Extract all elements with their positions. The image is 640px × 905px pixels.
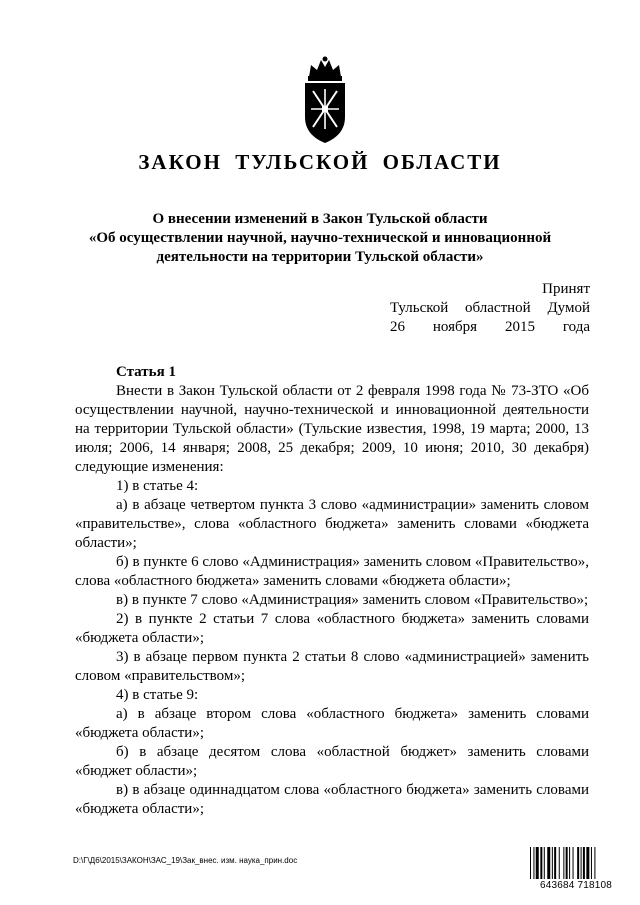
article-paragraph: Внести в Закон Тульской области от 2 февраля 1998 года № 73-ЗТО «Об осуществлении научной, научно-технической и инновационной деятельности на территории Тульской области» (Тульские известия, 1998, 19 марта; 2000, 13 июля; 2006, 14 января; 2008, 25 декабря; 2009, 10 июня; 2010, 30 декабря) следующие изменения: [75, 383, 589, 475]
adoption-date [390, 318, 590, 337]
adoption-day: 26 [390, 319, 405, 335]
article-paragraph: 3) в абзаце первом пункта 2 статьи 8 слово «администрацией» заменить словом «правительством»; [75, 649, 589, 684]
article-paragraph: б) в абзаце десятом слова «областной бюджет» заменить словами «бюджет области»; [75, 744, 589, 779]
coat-of-arms-icon [297, 55, 353, 145]
file-path: D:\Г\Д6\2015\ЗАКОН\ЗАС_19\Зак_внес. изм. наука_прин.doc [73, 856, 298, 865]
article-paragraph: а) в абзаце втором слова «областного бюджета» заменить словами «бюджета области»; [75, 706, 589, 741]
adoption-body [390, 299, 590, 318]
law-title: ЗАКОН ТУЛЬСКОЙ ОБЛАСТИ [138, 150, 502, 174]
subtitle-line: «Об осуществлении научной, научно-технической и инновационной [88, 230, 552, 246]
article-paragraph: в) в пункте 7 слово «Администрация» заменить словом «Правительство»; [116, 592, 589, 608]
adoption-year: 2015 [504, 319, 535, 335]
article-paragraph: 1) в статье 4: [116, 478, 199, 494]
barcode-icon [530, 847, 620, 879]
adoption-word: областной [465, 300, 531, 316]
adoption-block [390, 280, 590, 337]
adoption-month: ноября [432, 319, 478, 335]
adoption-word: Думой [547, 300, 590, 316]
law-subtitle [60, 210, 580, 267]
adoption-label: Принят [542, 281, 590, 297]
article-paragraph: а) в абзаце четвертом пункта 3 слово «администрации» заменить словом «правительстве», слова «областного бюджета» заменить словами «бюджета области»; [75, 497, 589, 551]
article-paragraph: 4) в статье 9: [116, 687, 199, 703]
barcode-number: 643684 718108 [539, 880, 613, 891]
article-paragraph: в) в абзаце одиннадцатом слова «областного бюджета» заменить словами «бюджета области»; [75, 782, 589, 817]
article-body [75, 382, 589, 819]
article-paragraph: б) в пункте 6 слово «Администрация» заменить словом «Правительство», слова «областного бюджета» заменить словами «бюджета области»; [75, 554, 589, 589]
adoption-word: Тульской [390, 300, 449, 316]
subtitle-line: О внесении изменений в Закон Тульской области [152, 211, 488, 227]
adoption-year-word: года [562, 319, 590, 335]
subtitle-line: деятельности на территории Тульской области» [156, 249, 484, 265]
article-paragraph: 2) в пункте 2 статьи 7 слова «областного бюджета» заменить словами «бюджета области»; [75, 611, 589, 646]
article-heading: Статья 1 [116, 364, 176, 380]
